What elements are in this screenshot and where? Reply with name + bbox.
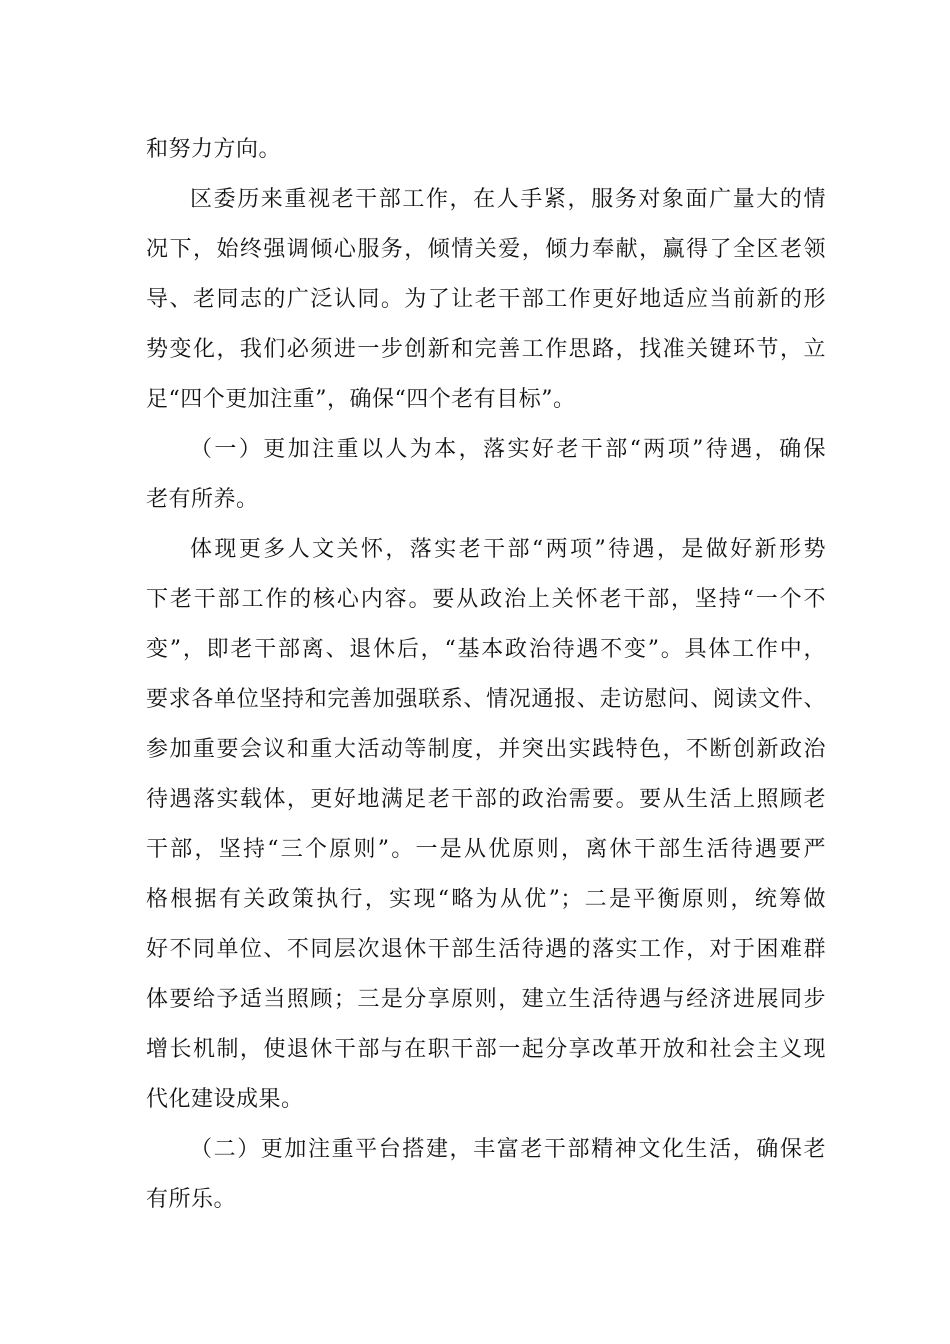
section-heading-line: 有所乐。 (146, 1187, 237, 1212)
text-line: 参加重要会议和重大活动等制度，并突出实践特色，不断创新政治 (146, 737, 826, 762)
text-line: 况下，始终强调倾心服务，倾情关爱，倾力奉献，赢得了全区老领 (146, 237, 826, 262)
text-line: 区委历来重视老干部工作，在人手紧，服务对象面广量大的情 (190, 187, 826, 212)
text-line: 导、老同志的广泛认同。为了让老干部工作更好地适应当前新的形 (146, 287, 826, 312)
text-line: 格根据有关政策执行，实现“略为从优”；二是平衡原则，统筹做 (146, 887, 826, 912)
text-line: 足“四个更加注重”，确保“四个老有目标”。 (146, 387, 576, 412)
section-heading-line: 老有所养。 (146, 487, 259, 512)
text-line: 体现更多人文关怀，落实老干部“两项”待遇，是做好新形势 (190, 537, 826, 562)
text-line: 势变化，我们必须进一步创新和完善工作思路，找准关键环节，立 (146, 337, 826, 362)
text-line: 变”，即老干部离、退休后，“基本政治待遇不变”。具体工作中， (146, 637, 826, 662)
text-line: 和努力方向。 (146, 137, 282, 162)
text-line: 代化建设成果。 (146, 1087, 304, 1112)
text-line: 要求各单位坚持和完善加强联系、情况通报、走访慰问、阅读文件、 (146, 687, 826, 712)
section-heading-line: （一）更加注重以人为本，落实好老干部“两项”待遇，确保 (190, 437, 826, 462)
text-line: 待遇落实载体，更好地满足老干部的政治需要。要从生活上照顾老 (146, 787, 826, 812)
text-line: 增长机制，使退休干部与在职干部一起分享改革开放和社会主义现 (146, 1037, 826, 1062)
section-heading-line: （二）更加注重平台搭建，丰富老干部精神文化生活，确保老 (190, 1137, 826, 1162)
text-line: 干部，坚持“三个原则”。一是从优原则，离休干部生活待遇要严 (146, 837, 826, 862)
text-line: 好不同单位、不同层次退休干部生活待遇的落实工作，对于困难群 (146, 937, 826, 962)
text-line: 体要给予适当照顾；三是分享原则，建立生活待遇与经济进展同步 (146, 987, 826, 1012)
text-line: 下老干部工作的核心内容。要从政治上关怀老干部，坚持“一个不 (146, 587, 826, 612)
